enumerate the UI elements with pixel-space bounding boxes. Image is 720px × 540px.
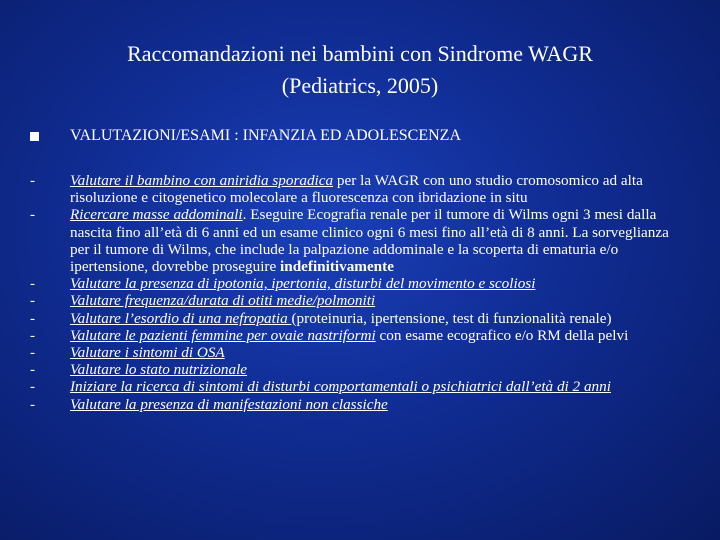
item-emphasis: Iniziare la ricerca di sintomi di disturbi comportamentali o psichiatrici dall’età di 2 anni bbox=[70, 378, 611, 396]
dash-bullet: - bbox=[30, 361, 36, 379]
item-text: . Eseguire Ecografia renale per il tumore di Wilms ogni 3 mesi dalla nascita fino all’età di 6 anni ed un esame clinico ogni 6 mesi fino all’età di 8 anni. La sorveglianza per il tumore di Wilms, che include la palpazione addominale e la scoperta di ematuria e/o ipertensione, dovrebbe proseguire bbox=[70, 206, 669, 276]
dash-bullet: - bbox=[30, 292, 36, 310]
square-bullet-icon bbox=[30, 132, 39, 141]
item-emphasis: Valutare lo stato nutrizionale bbox=[70, 361, 248, 379]
dash-bullet: - bbox=[30, 344, 36, 362]
item-emphasis: Valutare la presenza di ipotonia, ipertonia, disturbi del movimento e scoliosi bbox=[70, 275, 536, 293]
dash-bullet: - bbox=[30, 309, 36, 327]
item-text: (proteinuria, ipertensione, test di funzionalità renale) bbox=[291, 309, 612, 327]
slide-title bbox=[0, 38, 720, 102]
dash-bullet: - bbox=[30, 206, 36, 224]
dash-bullet: - bbox=[30, 378, 36, 396]
item-text: per la WAGR con uno studio cromosomico ad alta risoluzione e citogenetico molecolare a fluorescenza con ibridazione in situ bbox=[70, 172, 643, 207]
section-heading: VALUTAZIONI/ESAMI : INFANZIA ED ADOLESCENZA bbox=[70, 127, 461, 144]
dash-bullet: - bbox=[30, 395, 36, 413]
item-emphasis: Ricercare masse addominali bbox=[70, 206, 243, 224]
item-emphasis: Valutare le pazienti femmine per ovaie nastriformi bbox=[70, 326, 376, 344]
item-bold-text: indefinitivamente bbox=[280, 258, 394, 276]
list-item bbox=[30, 361, 690, 378]
list-item bbox=[30, 378, 690, 395]
dash-bullet: - bbox=[30, 172, 36, 189]
item-emphasis: Valutare il bambino con aniridia sporadica bbox=[70, 172, 334, 189]
list-item bbox=[30, 310, 690, 327]
item-emphasis: Valutare i sintomi di OSA bbox=[70, 344, 225, 362]
list-item bbox=[30, 292, 690, 309]
list-item bbox=[30, 172, 690, 206]
dash-bullet: - bbox=[30, 326, 36, 344]
item-emphasis: Valutare la presenza di manifestazioni non classiche bbox=[70, 395, 388, 413]
title-line-1: Raccomandazioni nei bambini con Sindrome WAGR bbox=[127, 41, 593, 66]
item-emphasis: Valutare l’esordio di una nefropatia bbox=[70, 309, 292, 327]
list-item bbox=[30, 396, 690, 413]
item-text: con esame ecografico e/o RM della pelvi bbox=[375, 326, 629, 344]
list-item bbox=[30, 327, 690, 344]
recommendation-list bbox=[30, 172, 690, 413]
dash-bullet: - bbox=[30, 275, 36, 293]
title-line-2: (Pediatrics, 2005) bbox=[281, 73, 439, 98]
list-item bbox=[30, 206, 690, 275]
list-item bbox=[30, 344, 690, 361]
item-emphasis: Valutare frequenza/durata di otiti medie/polmoniti bbox=[70, 292, 376, 310]
list-item bbox=[30, 275, 690, 292]
